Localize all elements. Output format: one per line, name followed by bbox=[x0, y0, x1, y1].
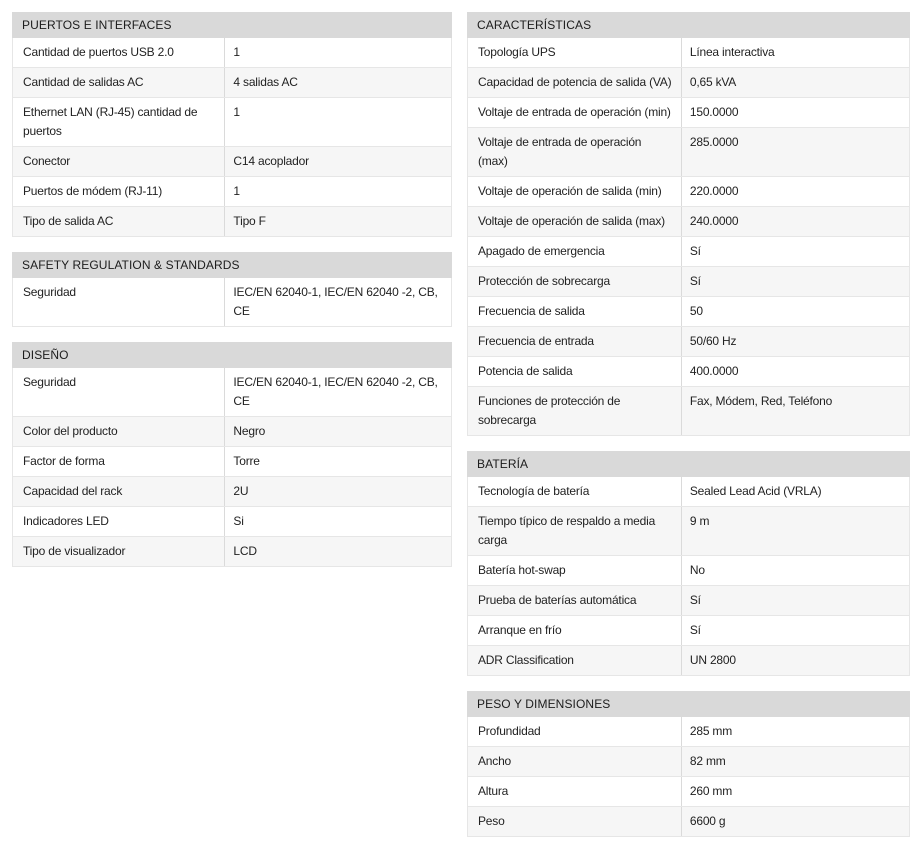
spec-row bbox=[467, 717, 910, 747]
spec-row-value: 285.0000 bbox=[689, 135, 739, 149]
spec-row bbox=[467, 128, 910, 177]
spec-row-label: Arranque en frío bbox=[468, 616, 682, 645]
spec-row-label: Funciones de protección de sobrecarga bbox=[468, 387, 682, 435]
spec-row bbox=[12, 447, 452, 477]
spec-table bbox=[467, 691, 910, 837]
spec-row-value: 240.0000 bbox=[689, 214, 739, 228]
spec-row-value: LCD bbox=[233, 544, 257, 558]
spec-row-value: 150.0000 bbox=[689, 105, 739, 119]
spec-row bbox=[12, 507, 452, 537]
spec-row-label: Peso bbox=[468, 807, 682, 836]
spec-row-value: 1 bbox=[233, 45, 240, 59]
spec-row bbox=[467, 177, 910, 207]
spec-table-rows bbox=[467, 477, 910, 676]
spec-row-value: Sealed Lead Acid (VRLA) bbox=[689, 484, 822, 498]
spec-row-value: 2U bbox=[233, 484, 249, 498]
spec-row bbox=[467, 98, 910, 128]
spec-row-value: C14 acoplador bbox=[233, 154, 309, 168]
spec-row-value: IEC/EN 62040-1, IEC/EN 62040 -2, CB, CE bbox=[233, 285, 438, 318]
spec-row bbox=[12, 477, 452, 507]
spec-table-title: CARACTERÍSTICAS bbox=[477, 18, 592, 32]
spec-table-rows bbox=[467, 38, 910, 436]
spec-row bbox=[467, 357, 910, 387]
spec-row bbox=[467, 586, 910, 616]
spec-row-label: Factor de forma bbox=[13, 447, 225, 476]
spec-row bbox=[467, 267, 910, 297]
spec-table-rows bbox=[12, 368, 452, 567]
spec-row-value: 9 m bbox=[689, 514, 710, 528]
spec-row-value: Negro bbox=[233, 424, 266, 438]
spec-row-value: 50/60 Hz bbox=[689, 334, 737, 348]
spec-row bbox=[12, 147, 452, 177]
spec-row bbox=[467, 207, 910, 237]
spec-row-value: Tipo F bbox=[233, 214, 266, 228]
spec-row-value: 400.0000 bbox=[689, 364, 739, 378]
spec-row bbox=[12, 98, 452, 147]
spec-column-right bbox=[467, 12, 910, 852]
spec-row-label: Altura bbox=[468, 777, 682, 806]
spec-row-label: Capacidad del rack bbox=[13, 477, 225, 506]
spec-row-value: Sí bbox=[689, 593, 701, 607]
spec-row-label: ADR Classification bbox=[468, 646, 682, 675]
spec-row-label: Seguridad bbox=[13, 368, 225, 416]
spec-row-label: Seguridad bbox=[13, 278, 225, 326]
spec-row-label: Capacidad de potencia de salida (VA) bbox=[468, 68, 682, 97]
spec-row-label: Voltaje de entrada de operación (max) bbox=[468, 128, 682, 176]
spec-table-title: BATERÍA bbox=[477, 457, 529, 471]
spec-table-rows bbox=[12, 278, 452, 327]
spec-row-label: Frecuencia de salida bbox=[468, 297, 682, 326]
spec-row-label: Prueba de baterías automática bbox=[468, 586, 682, 615]
spec-row-label: Potencia de salida bbox=[468, 357, 682, 386]
spec-row-label: Voltaje de operación de salida (min) bbox=[468, 177, 682, 206]
spec-table bbox=[12, 12, 452, 237]
spec-row bbox=[467, 327, 910, 357]
spec-row bbox=[467, 807, 910, 837]
spec-table bbox=[12, 342, 452, 567]
spec-row bbox=[467, 747, 910, 777]
spec-row-value: IEC/EN 62040-1, IEC/EN 62040 -2, CB, CE bbox=[233, 375, 438, 408]
spec-row bbox=[467, 777, 910, 807]
spec-row-label: Cantidad de puertos USB 2.0 bbox=[13, 38, 225, 67]
spec-row bbox=[12, 278, 452, 327]
spec-table-rows bbox=[467, 717, 910, 837]
spec-table-title: SAFETY REGULATION & STANDARDS bbox=[22, 258, 240, 272]
spec-row-label: Puertos de módem (RJ-11) bbox=[13, 177, 225, 206]
spec-row-value: Fax, Módem, Red, Teléfono bbox=[689, 394, 833, 408]
spec-row-value: Línea interactiva bbox=[689, 45, 775, 59]
spec-table bbox=[12, 252, 452, 327]
spec-row-value: 220.0000 bbox=[689, 184, 739, 198]
spec-row-value: Sí bbox=[689, 623, 701, 637]
spec-column-left bbox=[12, 12, 452, 852]
spec-row bbox=[12, 38, 452, 68]
spec-row bbox=[467, 646, 910, 676]
spec-row-value: 0,65 kVA bbox=[689, 75, 737, 89]
spec-row-label: Apagado de emergencia bbox=[468, 237, 682, 266]
spec-table-title: PESO Y DIMENSIONES bbox=[477, 697, 611, 711]
spec-table-title: PUERTOS E INTERFACES bbox=[22, 18, 172, 32]
spec-row-label: Frecuencia de entrada bbox=[468, 327, 682, 356]
spec-table bbox=[467, 12, 910, 436]
spec-table-header bbox=[467, 12, 910, 38]
spec-row bbox=[467, 297, 910, 327]
spec-row-value: UN 2800 bbox=[689, 653, 736, 667]
spec-table-header bbox=[467, 451, 910, 477]
spec-row-label: Color del producto bbox=[13, 417, 225, 446]
spec-row-value: Sí bbox=[689, 274, 701, 288]
spec-row-value: 285 mm bbox=[689, 724, 733, 738]
spec-row-label: Tiempo típico de respaldo a media carga bbox=[468, 507, 682, 555]
spec-row-label: Ancho bbox=[468, 747, 682, 776]
spec-row-label: Profundidad bbox=[468, 717, 682, 746]
spec-row-label: Protección de sobrecarga bbox=[468, 267, 682, 296]
spec-table-title: DISEÑO bbox=[22, 348, 69, 362]
spec-table-header bbox=[12, 12, 452, 38]
spec-row-label: Cantidad de salidas AC bbox=[13, 68, 225, 97]
spec-row-value: 82 mm bbox=[689, 754, 726, 768]
spec-row-label: Conector bbox=[13, 147, 225, 176]
spec-row-value: 260 mm bbox=[689, 784, 733, 798]
spec-table bbox=[467, 451, 910, 676]
spec-row-label: Indicadores LED bbox=[13, 507, 225, 536]
spec-row bbox=[12, 537, 452, 567]
spec-row bbox=[467, 556, 910, 586]
spec-row bbox=[12, 207, 452, 237]
spec-row-label: Tipo de visualizador bbox=[13, 537, 225, 566]
spec-row-value: No bbox=[689, 563, 705, 577]
spec-row-value: 1 bbox=[233, 184, 240, 198]
spec-row bbox=[467, 38, 910, 68]
spec-row bbox=[467, 68, 910, 98]
spec-row-label: Topología UPS bbox=[468, 38, 682, 67]
spec-row bbox=[467, 387, 910, 436]
spec-row bbox=[467, 507, 910, 556]
spec-row bbox=[12, 417, 452, 447]
spec-row-value: Si bbox=[233, 514, 244, 528]
spec-row-value: Sí bbox=[689, 244, 701, 258]
spec-row-value: 6600 g bbox=[689, 814, 726, 828]
spec-row-label: Voltaje de operación de salida (max) bbox=[468, 207, 682, 236]
spec-table-header bbox=[467, 691, 910, 717]
spec-row bbox=[12, 368, 452, 417]
spec-row-value: 50 bbox=[689, 304, 703, 318]
spec-row bbox=[467, 477, 910, 507]
spec-row bbox=[12, 68, 452, 98]
spec-row-value: Torre bbox=[233, 454, 260, 468]
spec-row bbox=[467, 616, 910, 646]
spec-row bbox=[467, 237, 910, 267]
spec-table-header bbox=[12, 342, 452, 368]
spec-table-rows bbox=[12, 38, 452, 237]
spec-row-label: Tipo de salida AC bbox=[13, 207, 225, 236]
spec-row-value: 1 bbox=[233, 105, 240, 119]
spec-row-value: 4 salidas AC bbox=[233, 75, 298, 89]
spec-row-label: Voltaje de entrada de operación (min) bbox=[468, 98, 682, 127]
spec-row-label: Ethernet LAN (RJ-45) cantidad de puertos bbox=[13, 98, 225, 146]
spec-row-label: Tecnología de batería bbox=[468, 477, 682, 506]
spec-table-header bbox=[12, 252, 452, 278]
spec-row bbox=[12, 177, 452, 207]
spec-row-label: Batería hot-swap bbox=[468, 556, 682, 585]
